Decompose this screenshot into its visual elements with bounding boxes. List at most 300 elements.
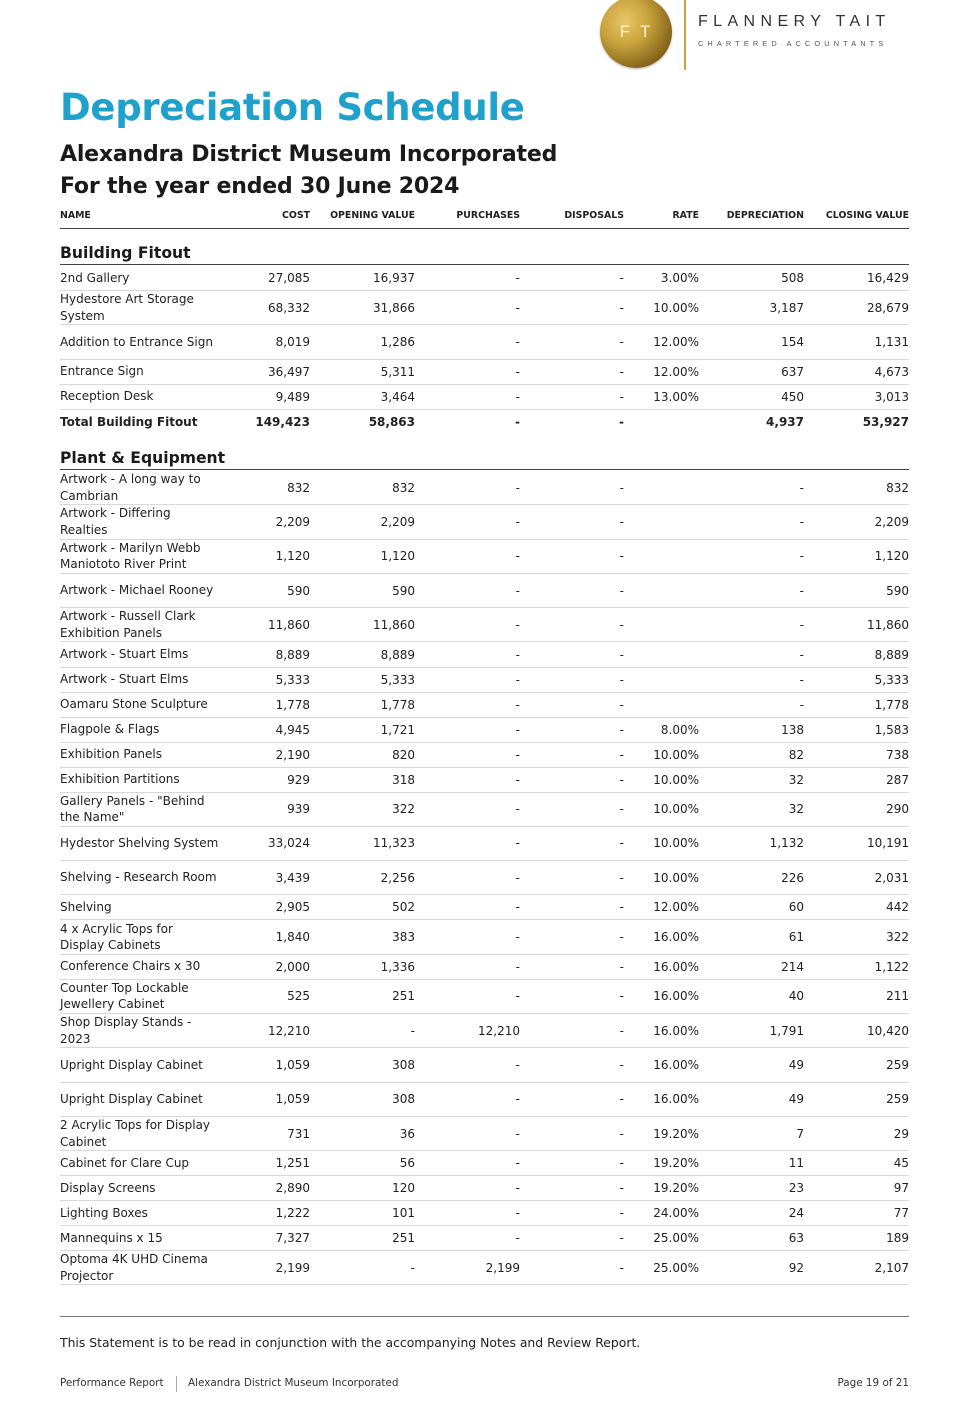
- asset-name: Shop Display Stands - 2023: [60, 1015, 192, 1046]
- cell-rate: 16.00%: [653, 1023, 699, 1038]
- cell-purchases: -: [515, 697, 520, 712]
- table-total-row: [60, 410, 909, 435]
- asset-name: Display Screens: [60, 1180, 156, 1195]
- cell-opening: 820: [392, 747, 415, 762]
- section-title: Building Fitout: [60, 244, 909, 265]
- cell-closing: 10,420: [867, 1023, 909, 1038]
- cell-purchases: -: [515, 836, 520, 851]
- cell-cost: 1,778: [275, 697, 310, 712]
- column-header-cost: COST: [282, 210, 310, 221]
- statement-note: This Statement is to be read in conjunction with the accompanying Notes and Review Report.: [60, 1335, 641, 1350]
- cell-cost: 2,199: [275, 1260, 310, 1275]
- cell-closing: 211: [886, 989, 909, 1004]
- cell-opening: 1,336: [380, 959, 415, 974]
- cell-depreciation: 61: [788, 930, 804, 945]
- cell-depreciation: 11: [788, 1156, 804, 1171]
- cell-opening: 101: [392, 1206, 415, 1221]
- cell-closing: 287: [886, 772, 909, 787]
- cell-purchases: 2,199: [485, 1260, 520, 1275]
- cell-purchases: -: [515, 334, 520, 349]
- cell-closing: 1,131: [874, 334, 909, 349]
- asset-name: Entrance Sign: [60, 364, 144, 379]
- cell-rate: 3.00%: [660, 271, 699, 285]
- cell-disposals: -: [619, 1023, 624, 1038]
- asset-name: 2nd Gallery: [60, 270, 130, 285]
- cell-cost: 1,840: [275, 930, 310, 945]
- cell-cost: 1,251: [275, 1156, 310, 1171]
- table-row: [60, 768, 909, 793]
- cell-opening: 36: [399, 1126, 415, 1141]
- cell-cost: 36,497: [268, 364, 310, 379]
- cell-cost: 929: [287, 772, 310, 787]
- cell-closing: 16,429: [867, 271, 909, 285]
- cell-rate: 16.00%: [653, 959, 699, 974]
- cell-opening: 318: [392, 772, 415, 787]
- cell-cost: 68,332: [268, 300, 310, 315]
- cell-opening: -: [410, 1023, 415, 1038]
- cell-depreciation: -: [799, 697, 804, 712]
- table-row: [60, 385, 909, 410]
- cell-closing: 3,013: [874, 389, 909, 404]
- table-row: [60, 360, 909, 385]
- cell-opening: 16,937: [373, 271, 415, 285]
- cell-depreciation: 63: [788, 1231, 804, 1246]
- asset-name: Artwork - Stuart Elms: [60, 647, 189, 662]
- cell-disposals: -: [619, 480, 624, 495]
- cell-closing: 10,191: [867, 836, 909, 851]
- cell-depreciation: 508: [781, 271, 804, 285]
- cell-cost: 1,059: [275, 1092, 310, 1107]
- cell-rate: 10.00%: [653, 836, 699, 851]
- cell-depreciation: 226: [781, 870, 804, 885]
- cell-purchases: -: [515, 617, 520, 632]
- cell-opening: 31,866: [373, 300, 415, 315]
- cell-cost: 1,222: [275, 1206, 310, 1221]
- table-row: [60, 643, 909, 668]
- cell-depreciation: 214: [781, 959, 804, 974]
- cell-opening: 3,464: [380, 389, 415, 404]
- cell-rate: 10.00%: [653, 772, 699, 787]
- asset-name: Upright Display Cabinet: [60, 1057, 203, 1072]
- cell-cost: 2,905: [275, 900, 310, 915]
- table-row: [60, 1117, 909, 1151]
- cell-disposals: -: [619, 836, 624, 851]
- cell-depreciation: -: [799, 672, 804, 687]
- cell-disposals: -: [619, 959, 624, 974]
- cell-disposals: -: [619, 334, 624, 349]
- cell-depreciation: 1,132: [769, 836, 804, 851]
- table-row: [60, 895, 909, 920]
- cell-closing: 832: [886, 480, 909, 495]
- cell-closing: 2,107: [874, 1260, 909, 1275]
- cell-cost: 3,439: [275, 870, 310, 885]
- cell-purchases: -: [515, 389, 520, 404]
- cell-depreciation: 4,937: [766, 415, 804, 430]
- cell-purchases: -: [515, 747, 520, 762]
- cell-depreciation: 82: [788, 747, 804, 762]
- cell-cost: 7,327: [275, 1231, 310, 1246]
- cell-cost: 4,945: [275, 722, 310, 737]
- cell-disposals: -: [619, 617, 624, 632]
- asset-name: Oamaru Stone Sculpture: [60, 697, 208, 712]
- cell-purchases: -: [515, 772, 520, 787]
- footer-separator: [176, 1376, 177, 1392]
- cell-depreciation: -: [799, 617, 804, 632]
- cell-rate: 10.00%: [653, 870, 699, 885]
- cell-disposals: -: [619, 1092, 624, 1107]
- table-row: [60, 955, 909, 980]
- cell-purchases: -: [515, 480, 520, 495]
- cell-depreciation: 23: [788, 1181, 804, 1196]
- asset-name: Artwork - Michael Rooney: [60, 583, 214, 598]
- logo-emblem: [600, 0, 672, 68]
- cell-opening: 308: [392, 1092, 415, 1107]
- cell-rate: 16.00%: [653, 930, 699, 945]
- table-row: [60, 1083, 909, 1117]
- cell-closing: 2,031: [874, 870, 909, 885]
- cell-closing: 259: [886, 1092, 909, 1107]
- cell-opening: 308: [392, 1057, 415, 1072]
- cell-disposals: -: [619, 747, 624, 762]
- cell-depreciation: 92: [788, 1260, 804, 1275]
- asset-name: Exhibition Partitions: [60, 772, 180, 787]
- cell-disposals: -: [619, 389, 624, 404]
- cell-cost: 525: [287, 989, 310, 1004]
- cell-purchases: -: [515, 900, 520, 915]
- cell-disposals: -: [619, 1181, 624, 1196]
- cell-opening: 5,311: [380, 364, 415, 379]
- cell-cost: 2,190: [275, 747, 310, 762]
- footer-report-name: Performance Report: [60, 1377, 164, 1389]
- cell-rate: 19.20%: [653, 1181, 699, 1196]
- asset-name: Artwork - Marilyn Webb Maniototo River Print: [60, 540, 201, 572]
- cell-cost: 1,120: [275, 549, 310, 564]
- cell-opening: 383: [392, 930, 415, 945]
- column-header-closing-value: CLOSING VALUE: [825, 210, 909, 221]
- cell-closing: 8,889: [874, 647, 909, 662]
- document-title: Depreciation Schedule: [60, 86, 525, 129]
- cell-purchases: -: [515, 672, 520, 687]
- cell-opening: 1,778: [380, 697, 415, 712]
- cell-closing: 259: [886, 1057, 909, 1072]
- cell-disposals: -: [619, 722, 624, 737]
- cell-cost: 590: [287, 583, 310, 598]
- table-row: [60, 793, 909, 827]
- cell-opening: 120: [392, 1181, 415, 1196]
- cell-cost: 1,059: [275, 1057, 310, 1072]
- cell-depreciation: 32: [788, 772, 804, 787]
- cell-disposals: -: [619, 930, 624, 945]
- cell-depreciation: 32: [788, 802, 804, 817]
- asset-name: Conference Chairs x 30: [60, 959, 201, 974]
- asset-name: Exhibition Panels: [60, 747, 162, 762]
- asset-name: Gallery Panels - "Behind the Name": [60, 793, 205, 825]
- cell-cost: 2,209: [275, 514, 310, 529]
- table-row: [60, 505, 909, 539]
- cell-purchases: -: [515, 1126, 520, 1141]
- asset-name: Reception Desk: [60, 389, 154, 404]
- cell-disposals: -: [619, 300, 624, 315]
- cell-rate: 12.00%: [653, 900, 699, 915]
- cell-opening: 2,256: [380, 870, 415, 885]
- cell-depreciation: 49: [788, 1057, 804, 1072]
- cell-opening: 251: [392, 989, 415, 1004]
- cell-cost: 731: [287, 1126, 310, 1141]
- cell-closing: 590: [886, 583, 909, 598]
- cell-purchases: 12,210: [478, 1023, 520, 1038]
- cell-closing: 189: [886, 1231, 909, 1246]
- cell-rate: 13.00%: [653, 389, 699, 404]
- cell-opening: 5,333: [380, 672, 415, 687]
- cell-cost: 2,000: [275, 959, 310, 974]
- table-row: [60, 1151, 909, 1176]
- cell-closing: 45: [893, 1156, 909, 1171]
- logo-divider: [684, 0, 686, 70]
- asset-name: Hydestor Shelving System: [60, 836, 219, 851]
- cell-cost: 27,085: [268, 271, 310, 285]
- firm-name: FLANNERY TAIT: [698, 13, 891, 30]
- cell-closing: 1,583: [874, 722, 909, 737]
- asset-name: 2 Acrylic Tops for Display Cabinet: [60, 1118, 211, 1149]
- cell-opening: 11,860: [373, 617, 415, 632]
- table-row: [60, 668, 909, 693]
- reporting-period: For the year ended 30 June 2024: [60, 174, 460, 199]
- cell-depreciation: -: [799, 583, 804, 598]
- asset-name: Artwork - Differing Realties: [60, 506, 171, 537]
- cell-closing: 5,333: [874, 672, 909, 687]
- table-row: [60, 1226, 909, 1251]
- cell-disposals: -: [619, 697, 624, 712]
- table-row: [60, 608, 909, 642]
- table-row: [60, 1048, 909, 1082]
- cell-rate: 25.00%: [653, 1231, 699, 1246]
- cell-purchases: -: [515, 271, 520, 285]
- column-header-name: NAME: [60, 210, 91, 221]
- cell-purchases: -: [515, 415, 520, 430]
- cell-rate: 10.00%: [653, 802, 699, 817]
- asset-name: Artwork - Stuart Elms: [60, 672, 189, 687]
- cell-closing: 1,120: [874, 549, 909, 564]
- cell-disposals: -: [619, 1260, 624, 1275]
- cell-depreciation: 154: [781, 334, 804, 349]
- cell-disposals: -: [619, 900, 624, 915]
- cell-closing: 97: [893, 1181, 909, 1196]
- cell-opening: 832: [392, 480, 415, 495]
- cell-cost: 8,019: [275, 334, 310, 349]
- logo-initials: FT: [619, 22, 661, 41]
- footer-organisation: Alexandra District Museum Incorporated: [188, 1377, 399, 1389]
- cell-rate: 19.20%: [653, 1156, 699, 1171]
- cell-disposals: -: [619, 1156, 624, 1171]
- table-header: [60, 208, 909, 229]
- cell-rate: 12.00%: [653, 334, 699, 349]
- cell-cost: 939: [287, 802, 310, 817]
- asset-name: Shelving: [60, 900, 112, 915]
- cell-depreciation: 24: [788, 1206, 804, 1221]
- cell-rate: 8.00%: [660, 722, 699, 737]
- table-row: [60, 693, 909, 718]
- section-title: Plant & Equipment: [60, 449, 909, 470]
- cell-purchases: -: [515, 930, 520, 945]
- table-row: [60, 1251, 909, 1285]
- cell-depreciation: 40: [788, 989, 804, 1004]
- cell-disposals: -: [619, 415, 624, 430]
- cell-rate: 16.00%: [653, 989, 699, 1004]
- cell-purchases: -: [515, 549, 520, 564]
- cell-cost: 2,890: [275, 1181, 310, 1196]
- cell-purchases: -: [515, 1092, 520, 1107]
- cell-opening: 251: [392, 1231, 415, 1246]
- cell-depreciation: -: [799, 480, 804, 495]
- cell-purchases: -: [515, 802, 520, 817]
- table-row: [60, 266, 909, 291]
- cell-rate: 24.00%: [653, 1206, 699, 1221]
- cell-opening: 8,889: [380, 647, 415, 662]
- column-header-depreciation: DEPRECIATION: [726, 210, 804, 221]
- cell-closing: 28,679: [867, 300, 909, 315]
- cell-purchases: -: [515, 647, 520, 662]
- cell-depreciation: -: [799, 647, 804, 662]
- cell-rate: 12.00%: [653, 364, 699, 379]
- table-row: [60, 471, 909, 505]
- table-row: [60, 1176, 909, 1201]
- cell-purchases: -: [515, 1057, 520, 1072]
- cell-cost: 33,024: [268, 836, 310, 851]
- cell-closing: 2,209: [874, 514, 909, 529]
- column-header-opening-value: OPENING VALUE: [330, 210, 415, 221]
- asset-name: Flagpole & Flags: [60, 722, 160, 737]
- table-row: [60, 827, 909, 861]
- cell-cost: 9,489: [275, 389, 310, 404]
- asset-name: Cabinet for Clare Cup: [60, 1155, 190, 1170]
- cell-rate: 10.00%: [653, 300, 699, 315]
- cell-opening: 502: [392, 900, 415, 915]
- cell-purchases: -: [515, 583, 520, 598]
- table-row: [60, 574, 909, 608]
- asset-name: Total Building Fitout: [60, 414, 198, 429]
- cell-closing: 53,927: [862, 415, 909, 430]
- cell-purchases: -: [515, 1231, 520, 1246]
- cell-cost: 149,423: [255, 415, 310, 430]
- asset-name: Artwork - Russell Clark Exhibition Panels: [60, 609, 196, 640]
- cell-rate: 25.00%: [653, 1260, 699, 1275]
- cell-disposals: -: [619, 1206, 624, 1221]
- cell-closing: 29: [893, 1126, 909, 1141]
- cell-depreciation: 450: [781, 389, 804, 404]
- cell-opening: 1,721: [380, 722, 415, 737]
- asset-name: Hydestore Art Storage System: [60, 292, 194, 323]
- cell-disposals: -: [619, 549, 624, 564]
- cell-depreciation: 637: [781, 364, 804, 379]
- cell-disposals: -: [619, 271, 624, 285]
- cell-depreciation: 3,187: [769, 300, 804, 315]
- asset-name: Addition to Entrance Sign: [60, 334, 213, 349]
- cell-purchases: -: [515, 989, 520, 1004]
- cell-closing: 322: [886, 930, 909, 945]
- cell-purchases: -: [515, 300, 520, 315]
- cell-disposals: -: [619, 1126, 624, 1141]
- cell-opening: -: [410, 1260, 415, 1275]
- cell-disposals: -: [619, 772, 624, 787]
- cell-closing: 1,778: [874, 697, 909, 712]
- cell-cost: 832: [287, 480, 310, 495]
- cell-depreciation: -: [799, 549, 804, 564]
- cell-purchases: -: [515, 1181, 520, 1196]
- cell-closing: 442: [886, 900, 909, 915]
- cell-purchases: -: [515, 1156, 520, 1171]
- table-row: [60, 980, 909, 1014]
- cell-purchases: -: [515, 722, 520, 737]
- cell-disposals: -: [619, 672, 624, 687]
- cell-disposals: -: [619, 802, 624, 817]
- cell-opening: 1,120: [380, 549, 415, 564]
- asset-name: Optoma 4K UHD Cinema Projector: [60, 1252, 208, 1283]
- cell-disposals: -: [619, 583, 624, 598]
- cell-depreciation: 7: [796, 1126, 804, 1141]
- cell-disposals: -: [619, 647, 624, 662]
- cell-closing: 1,122: [874, 959, 909, 974]
- cell-purchases: -: [515, 959, 520, 974]
- organisation-name: Alexandra District Museum Incorporated: [60, 142, 558, 167]
- cell-depreciation: 138: [781, 722, 804, 737]
- asset-name: Counter Top Lockable Jewellery Cabinet: [60, 980, 189, 1012]
- table-row: [60, 325, 909, 359]
- cell-cost: 12,210: [268, 1023, 310, 1038]
- cell-rate: 19.20%: [653, 1126, 699, 1141]
- cell-opening: 11,323: [373, 836, 415, 851]
- column-header-rate: RATE: [672, 210, 699, 221]
- cell-depreciation: 1,791: [769, 1023, 804, 1038]
- footer-page-number: Page 19 of 21: [837, 1377, 909, 1389]
- cell-rate: 10.00%: [653, 747, 699, 762]
- table-row: [60, 920, 909, 954]
- firm-logo: [598, 0, 928, 72]
- cell-opening: 1,286: [380, 334, 415, 349]
- cell-depreciation: -: [799, 514, 804, 529]
- cell-disposals: -: [619, 364, 624, 379]
- table-row: [60, 1014, 909, 1048]
- cell-closing: 11,860: [867, 617, 909, 632]
- cell-rate: 16.00%: [653, 1092, 699, 1107]
- table-row: [60, 743, 909, 768]
- cell-cost: 11,860: [268, 617, 310, 632]
- asset-name: Upright Display Cabinet: [60, 1091, 203, 1106]
- column-header-disposals: DISPOSALS: [564, 210, 624, 221]
- cell-purchases: -: [515, 1206, 520, 1221]
- column-header-purchases: PURCHASES: [456, 210, 520, 221]
- cell-purchases: -: [515, 364, 520, 379]
- table-row: [60, 1201, 909, 1226]
- cell-disposals: -: [619, 514, 624, 529]
- asset-name: Shelving - Research Room: [60, 870, 217, 885]
- cell-closing: 4,673: [874, 364, 909, 379]
- footer-rule: [60, 1316, 909, 1317]
- cell-opening: 590: [392, 583, 415, 598]
- cell-closing: 77: [893, 1206, 909, 1221]
- asset-name: Artwork - A long way to Cambrian: [60, 472, 201, 503]
- cell-disposals: -: [619, 1057, 624, 1072]
- cell-closing: 738: [886, 747, 909, 762]
- cell-depreciation: 60: [788, 900, 804, 915]
- firm-tagline: CHARTERED ACCOUNTANTS: [698, 39, 888, 48]
- cell-cost: 8,889: [275, 647, 310, 662]
- cell-disposals: -: [619, 1231, 624, 1246]
- table-row: [60, 861, 909, 895]
- cell-purchases: -: [515, 514, 520, 529]
- cell-cost: 5,333: [275, 672, 310, 687]
- cell-opening: 322: [392, 802, 415, 817]
- cell-opening: 58,863: [368, 415, 415, 430]
